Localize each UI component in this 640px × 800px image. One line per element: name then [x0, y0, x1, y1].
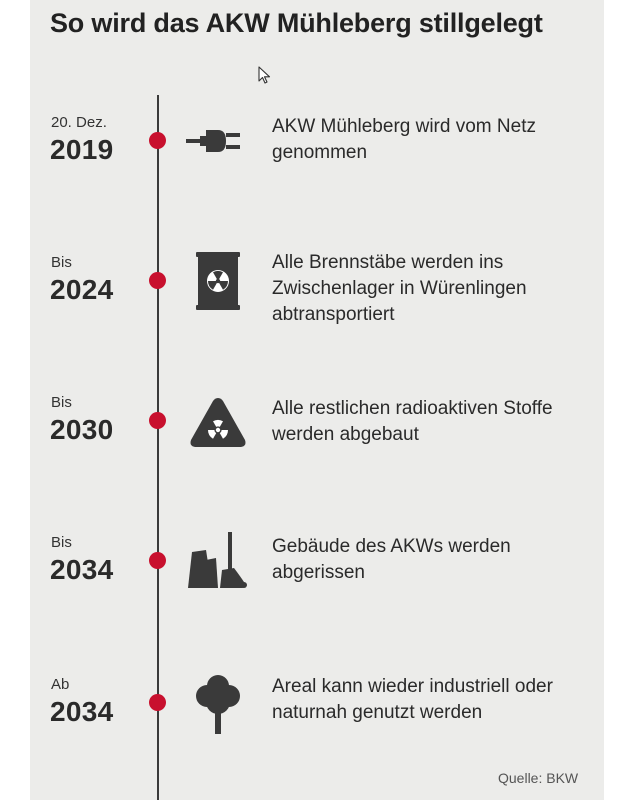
entry-prefix: Ab: [51, 676, 70, 693]
entry-year: 2030: [50, 414, 114, 445]
tree-icon: [186, 672, 250, 736]
entry-prefix: Bis: [51, 394, 72, 411]
timeline-dot: [149, 694, 166, 711]
entry-prefix: 20. Dez.: [51, 114, 107, 131]
demolished-plant-icon: [186, 530, 250, 594]
source-credit: Quelle: BKW: [498, 770, 579, 786]
infographic-title: So wird das AKW Mühleberg stillgelegt: [50, 8, 543, 38]
entry-year: 2034: [50, 554, 114, 585]
timeline-dot: [149, 412, 166, 429]
radiation-warning-icon: [186, 392, 250, 456]
entry-description: Gebäude des AKWs werden abgerissen: [272, 536, 511, 583]
plug-icon: [186, 110, 250, 174]
entry-year: 2019: [50, 134, 114, 165]
entry-year: 2024: [50, 274, 114, 305]
entry-description: Alle restlichen radioaktiven Stoffe werden abgebaut: [272, 398, 553, 445]
timeline-dot: [149, 552, 166, 569]
entry-description: AKW Mühleberg wird vom Netz genommen: [272, 116, 536, 163]
entry-prefix: Bis: [51, 254, 72, 271]
radioactive-barrel-icon: [186, 250, 250, 314]
entry-prefix: Bis: [51, 534, 72, 551]
entry-year: 2034: [50, 696, 114, 727]
entry-description: Alle Brennstäbe werden ins Zwischenlager in Würenlingen abtransportiert: [272, 252, 527, 325]
timeline-dot: [149, 132, 166, 149]
mouse-cursor-icon: [258, 66, 272, 91]
timeline-dot: [149, 272, 166, 289]
entry-description: Areal kann wieder industriell oder naturnah genutzt werden: [272, 676, 553, 723]
